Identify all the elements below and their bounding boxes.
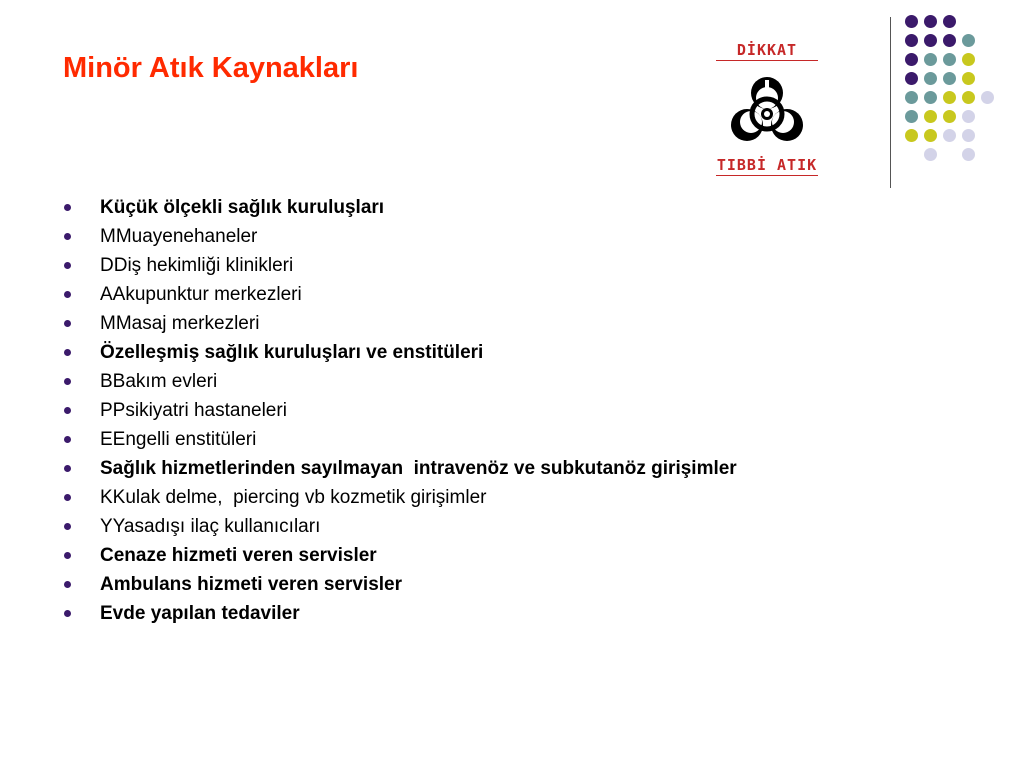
decorative-dot [924,91,937,104]
decorative-dot [924,148,937,161]
bullet-item [62,454,737,483]
decorative-dot [905,15,918,28]
bullet-text: Küçük ölçekli sağlık kuruluşları [100,197,385,218]
decorative-dot [905,34,918,47]
decorative-dot [924,72,937,85]
bullet-dot-icon [64,552,71,559]
decorative-dot [905,53,918,66]
decorative-dot [905,129,918,142]
bullet-dot-icon [64,262,71,269]
decorative-dot-grid [905,15,1015,165]
decorative-dot [962,34,975,47]
bullet-item [62,222,737,251]
decorative-dot [943,91,956,104]
decorative-dot [943,72,956,85]
decorative-dot [924,34,937,47]
decorative-dot [943,15,956,28]
bullet-dot-icon [64,494,71,501]
bullet-item [62,483,737,512]
bullet-item [62,570,737,599]
bullet-text: Ambulans hizmeti veren servisler [100,574,403,595]
decorative-dot [905,110,918,123]
logo-warning-text: DİKKAT [736,41,798,59]
logo-bottom-underline [716,175,818,176]
bullet-list [62,193,737,628]
medical-waste-logo [706,35,828,185]
decorative-dot [943,129,956,142]
decorative-dot [943,34,956,47]
decorative-dot [924,15,937,28]
bullet-dot-icon [64,349,71,356]
bullet-text: Özelleşmiş sağlık kuruluşları ve enstitüleri [100,342,484,363]
decorative-dot [981,91,994,104]
decorative-dot [962,91,975,104]
bullet-text: MMasaj merkezleri [100,313,260,334]
bullet-text: EEngelli enstitüleri [100,429,257,450]
bullet-item [62,309,737,338]
bullet-text: DDiş hekimliği klinikleri [100,255,294,276]
bullet-dot-icon [64,465,71,472]
decorative-dot [905,72,918,85]
decorative-dot [924,110,937,123]
slide-title: Minör Atık Kaynakları [63,52,359,84]
bullet-item [62,193,737,222]
bullet-dot-icon [64,291,71,298]
logo-top-underline [716,60,818,61]
vertical-divider [890,17,891,188]
decorative-dot [943,110,956,123]
decorative-dot [962,110,975,123]
decorative-dot [924,53,937,66]
bullet-text: AAkupunktur merkezleri [100,284,302,305]
bullet-text: MMuayenehaneler [100,226,258,247]
bullet-dot-icon [64,610,71,617]
biohazard-icon [720,73,814,153]
bullet-dot-icon [64,523,71,530]
bullet-dot-icon [64,581,71,588]
bullet-item [62,280,737,309]
bullet-item [62,367,737,396]
decorative-dot [943,53,956,66]
bullet-item [62,396,737,425]
decorative-dot [962,148,975,161]
decorative-dot [924,129,937,142]
bullet-text: KKulak delme, piercing vb kozmetik girişimler [100,487,487,508]
bullet-text: Sağlık hizmetlerinden sayılmayan intravenöz ve subkutanöz girişimler [100,458,737,479]
bullet-item [62,338,737,367]
bullet-dot-icon [64,204,71,211]
bullet-dot-icon [64,436,71,443]
bullet-item [62,599,737,628]
bullet-dot-icon [64,233,71,240]
bullet-item [62,251,737,280]
bullet-dot-icon [64,407,71,414]
decorative-dot [962,129,975,142]
decorative-dot [905,91,918,104]
bullet-text: PPsikiyatri hastaneleri [100,400,287,421]
decorative-dot [962,53,975,66]
bullet-dot-icon [64,378,71,385]
bullet-text: BBakım evleri [100,371,218,392]
bullet-text: YYasadışı ilaç kullanıcıları [100,516,321,537]
bullet-text: Evde yapılan tedaviler [100,603,300,624]
bullet-item [62,425,737,454]
logo-medical-waste-text: TIBBİ ATIK [716,156,818,174]
bullet-dot-icon [64,320,71,327]
bullet-item [62,541,737,570]
bullet-item [62,512,737,541]
bullet-text: Cenaze hizmeti veren servisler [100,545,377,566]
decorative-dot [962,72,975,85]
